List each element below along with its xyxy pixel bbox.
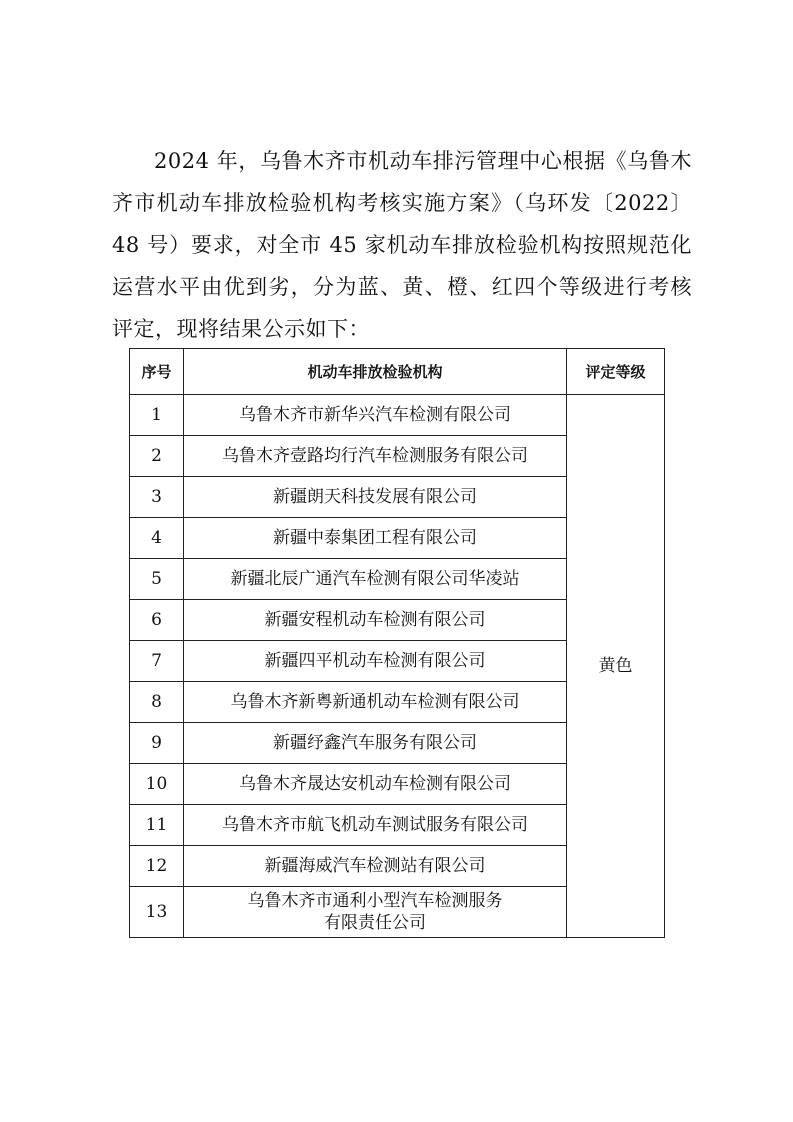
row-number: 7 (130, 641, 184, 682)
header-org: 机动车排放检验机构 (184, 349, 567, 395)
row-number: 11 (130, 805, 184, 846)
row-number: 2 (130, 436, 184, 477)
intro-paragraph (112, 140, 692, 350)
org-name: 乌鲁木齐新粤新通机动车检测有限公司 (184, 682, 567, 723)
row-number: 3 (130, 477, 184, 518)
header-seq: 序号 (130, 349, 184, 395)
org-name-line-2: 有限责任公司 (324, 913, 426, 933)
row-number: 8 (130, 682, 184, 723)
intro-text: 2024 年，乌鲁木齐市机动车排污管理中心根据《乌鲁木齐市机动车排放检验机构考核实施方案》（乌环发〔2022〕48 号）要求，对全市 45 家机动车排放检验机构按照规范化运营水平由优到劣，分为蓝、黄、橙、红四个等级进行考核评定，现将结果公示如下： (112, 149, 692, 341)
org-name: 新疆安程机动车检测有限公司 (184, 600, 567, 641)
row-number: 4 (130, 518, 184, 559)
header-grade: 评定等级 (567, 349, 665, 395)
org-name: 新疆纾鑫汽车服务有限公司 (184, 723, 567, 764)
org-name: 新疆中泰集团工程有限公司 (184, 518, 567, 559)
grade-cell: 黄色 (567, 395, 665, 938)
inspection-results-table (129, 348, 665, 938)
table-row (130, 395, 665, 436)
org-name: 新疆北辰广通汽车检测有限公司华凌站 (184, 559, 567, 600)
row-number: 13 (130, 887, 184, 938)
org-name-line-1: 乌鲁木齐市通利小型汽车检测服务 (247, 891, 503, 911)
org-name: 乌鲁木齐壹路均行汽车检测服务有限公司 (184, 436, 567, 477)
org-name: 新疆朗天科技发展有限公司 (184, 477, 567, 518)
org-name: 乌鲁木齐晟达安机动车检测有限公司 (184, 764, 567, 805)
row-number: 12 (130, 846, 184, 887)
org-name: 新疆四平机动车检测有限公司 (184, 641, 567, 682)
org-name: 乌鲁木齐市航飞机动车测试服务有限公司 (184, 805, 567, 846)
org-name (184, 887, 567, 938)
row-number: 9 (130, 723, 184, 764)
org-name: 乌鲁木齐市新华兴汽车检测有限公司 (184, 395, 567, 436)
row-number: 5 (130, 559, 184, 600)
row-number: 1 (130, 395, 184, 436)
row-number: 6 (130, 600, 184, 641)
table-header-row (130, 349, 665, 395)
org-name: 新疆海威汽车检测站有限公司 (184, 846, 567, 887)
row-number: 10 (130, 764, 184, 805)
